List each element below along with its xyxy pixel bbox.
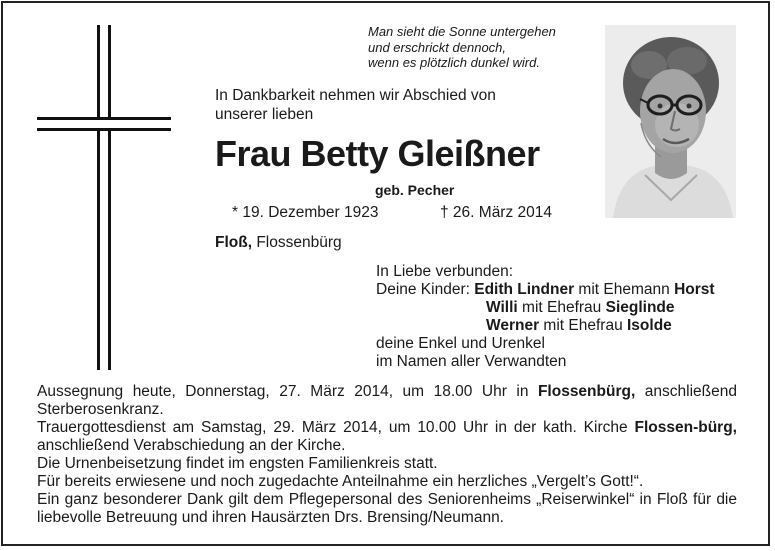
intro-line: In Dankbarkeit nehmen wir Abschied von <box>215 87 496 104</box>
poem-line: wenn es plötzlich dunkel wird. <box>368 55 540 70</box>
place-rest: Flossenbürg <box>252 234 342 251</box>
survivors-line: im Namen aller Verwandten <box>376 353 567 370</box>
child-name: Willi <box>486 299 518 316</box>
notice-place: Flossenbürg, <box>537 383 636 400</box>
child-spouse: Horst <box>674 281 715 298</box>
notice-place: Flossen-bürg, <box>634 419 737 436</box>
survivors-line: In Liebe verbunden: <box>376 263 514 280</box>
notice-text: Trauergottesdienst am Samstag, 29. März 2014, um 10.00 Uhr in der kath. Kirche <box>37 419 635 436</box>
poem <box>368 24 556 71</box>
birth-date: * 19. Dezember 1923 <box>232 204 379 221</box>
child-spouse: Isolde <box>627 317 672 334</box>
survivors-children-row <box>376 281 715 299</box>
notice-paragraph <box>37 419 737 455</box>
survivors-line: deine Enkel und Urenkel <box>376 335 545 352</box>
place-line <box>215 234 342 252</box>
child-spouse: Sieglinde <box>605 299 675 316</box>
notice-paragraph: Die Urnenbeisetzung findet im engsten Familienkreis statt. <box>37 455 438 472</box>
survivors-children-row <box>376 317 715 335</box>
notice-text: Aussegnung heute, Donnerstag, 27. März 2014, um 18.00 Uhr in <box>37 383 538 400</box>
child-relation: mit Ehemann <box>574 281 675 298</box>
notice-paragraph <box>37 383 737 419</box>
intro-text <box>215 86 496 124</box>
child-relation: mit Ehefrau <box>517 299 606 316</box>
intro-line: unserer lieben <box>215 106 314 123</box>
notice-text: anschließend Sterberosenkranz. <box>37 383 737 418</box>
poem-line: Man sieht die Sonne untergehen <box>368 24 556 39</box>
place-bold: Floß, <box>215 234 253 251</box>
child-name: Edith Lindner <box>474 281 575 298</box>
deceased-name: Frau Betty Gleißner <box>215 133 540 174</box>
survivors-block <box>376 263 715 371</box>
notice-paragraph: Für bereits erwiesene und noch zugedachte Anteilnahme ein herzliches „Vergelt’s Gott!“. <box>37 473 644 490</box>
maiden-name: geb. Pecher <box>375 182 455 198</box>
death-date: † 26. März 2014 <box>440 204 553 221</box>
service-notice <box>37 383 737 527</box>
notice-paragraph: Ein ganz besonderer Dank gilt dem Pflegepersonal des Seniorenheims „Reiserwinkel“ in Floß für die liebevolle Betreuung und ihren Hausärzten Drs. Brensing/Neumann. <box>37 491 737 526</box>
poem-line: und erschrickt dennoch, <box>368 39 507 55</box>
child-name: Werner <box>486 317 540 334</box>
portrait-photo <box>605 25 736 218</box>
child-relation: mit Ehefrau <box>539 317 627 334</box>
survivors-children-row <box>376 299 715 317</box>
children-label: Deine Kinder: <box>376 281 475 298</box>
notice-text: anschließend Verabschiedung an der Kirche. <box>37 437 346 454</box>
